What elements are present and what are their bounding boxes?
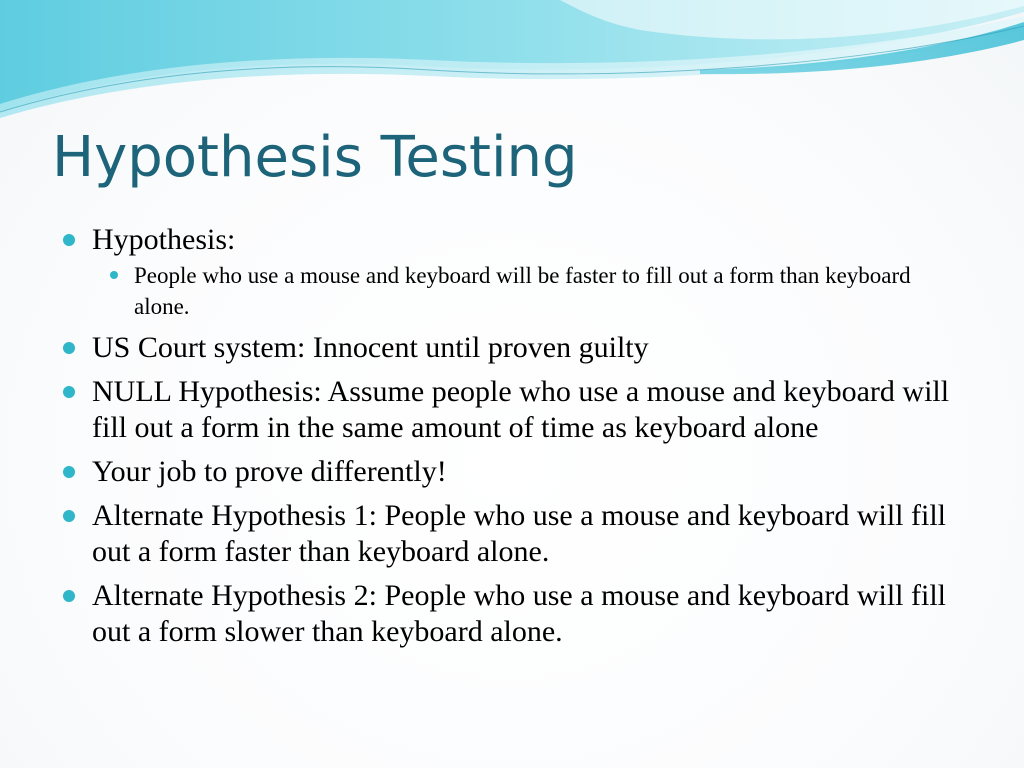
sub-bullet-icon (110, 271, 118, 279)
bullet-item (60, 498, 960, 570)
bullet-text: US Court system: Innocent until proven guilty (92, 331, 649, 364)
bullet-icon (63, 386, 75, 398)
bullet-list (60, 222, 960, 658)
bullet-item (60, 374, 960, 446)
slide-title: Hypothesis Testing (52, 125, 578, 190)
bullet-item (60, 578, 960, 650)
bullet-icon (63, 466, 75, 478)
sub-bullet-item (92, 260, 960, 322)
bullet-item (60, 222, 960, 322)
bullet-text: Alternate Hypothesis 2: People who use a mouse and keyboard will fill out a form slower than keyboard alone. (92, 579, 946, 648)
sub-bullet-list (92, 260, 960, 322)
bullet-text: Alternate Hypothesis 1: People who use a mouse and keyboard will fill out a form faster than keyboard alone. (92, 499, 946, 568)
bullet-icon (63, 590, 75, 602)
bullet-item (60, 330, 960, 366)
bullet-icon (63, 234, 75, 246)
bullet-text: NULL Hypothesis: Assume people who use a mouse and keyboard will fill out a form in the same amount of time as keyboard alone (92, 375, 950, 444)
wave-header-graphic (0, 0, 1024, 130)
bullet-item (60, 454, 960, 490)
bullet-icon (63, 510, 75, 522)
bullet-icon (63, 342, 75, 354)
bullet-text: Your job to prove differently! (92, 455, 447, 488)
bullet-text: Hypothesis: (92, 223, 236, 256)
sub-bullet-text: People who use a mouse and keyboard will be faster to fill out a form than keyboard alone. (134, 263, 911, 319)
